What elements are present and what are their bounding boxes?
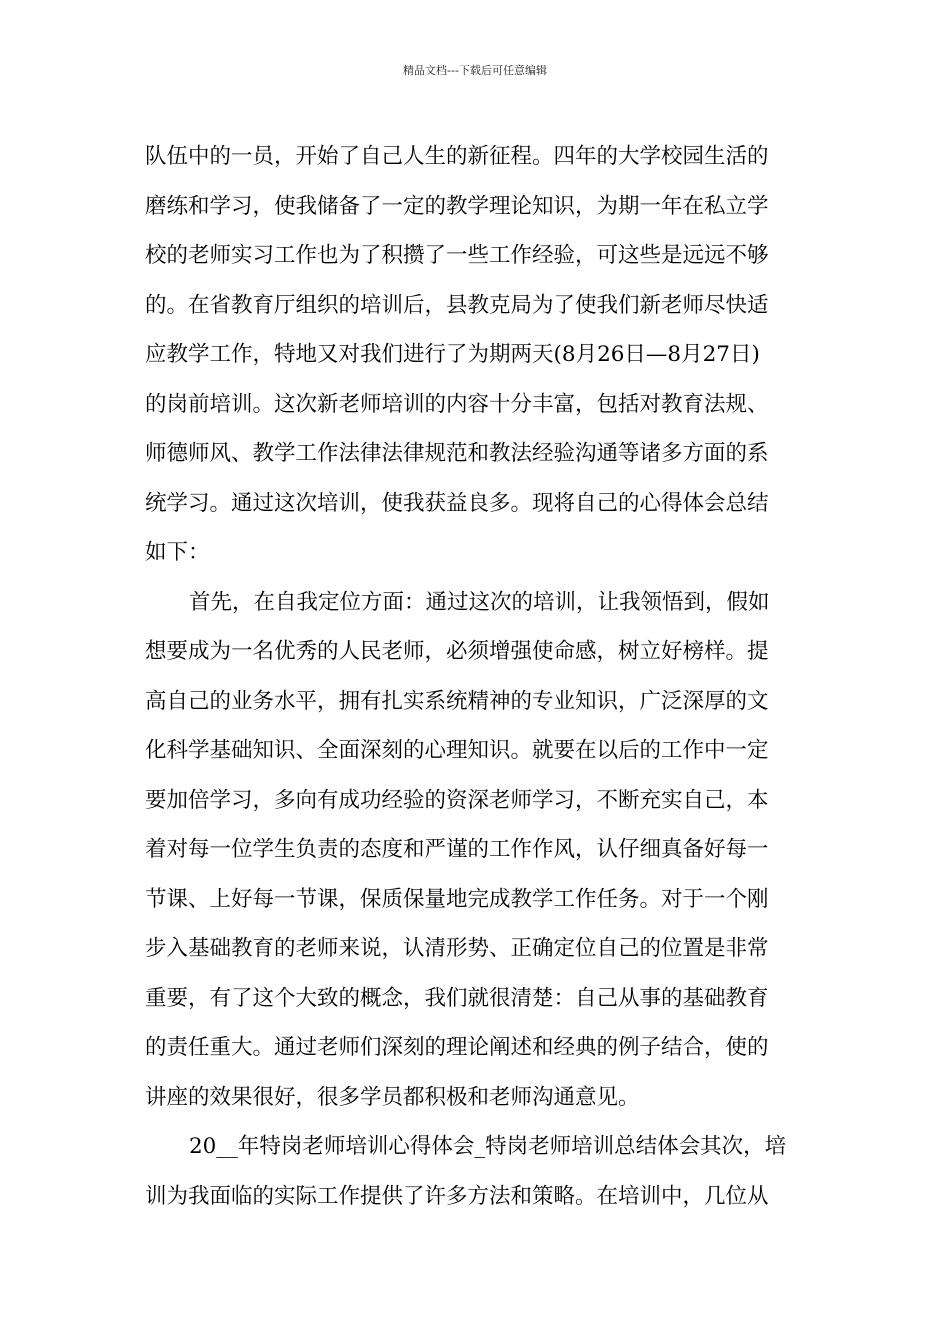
text-line: 训为我面临的实际工作提供了许多方法和策略。在培训中，几位从 — [145, 1183, 769, 1209]
text-line: 化科学基础知识、全面深刻的心理知识。就要在以后的工作中一定 — [145, 738, 769, 763]
text-line: 的责任重大。通过老师们深刻的理论阐述和经典的例子结合，使的 — [145, 1035, 769, 1060]
text-line: 20__年特岗老师培训心得体会_特岗老师培训总结体会其次，培 — [189, 1134, 787, 1159]
text-line: 统学习。通过这次培训，使我获益良多。现将自己的心得体会总结 — [145, 490, 769, 516]
text-line: 要加倍学习，多向有成功经验的资深老师学习，不断充实自己，本 — [145, 787, 769, 813]
paragraph-2 — [145, 578, 805, 1123]
text-line: 师德师风、教学工作法律法律规范和教法经验沟通等诸多方面的系 — [145, 441, 769, 466]
text-line: 应教学工作，特地又对我们进行了为期两天(8月26日—8月27日) — [145, 342, 760, 367]
text-line: 重要，有了这个大致的概念，我们就很清楚：自己从事的基础教育 — [145, 985, 769, 1011]
text-line: 的岗前培训。这次新老师培训的内容十分丰富，包括对教育法规、 — [145, 391, 769, 417]
text-line: 步入基础教育的老师来说，认清形势、正确定位自己的位置是非常 — [145, 936, 769, 961]
paragraph-3 — [145, 1122, 805, 1221]
text-line: 着对每一位学生负责的态度和严谨的工作作风，认仔细真备好每一 — [145, 837, 769, 862]
text-line: 校的老师实习工作也为了积攒了一些工作经验，可这些是远远不够 — [145, 243, 769, 268]
document-body — [145, 132, 805, 1221]
text-line: 磨练和学习，使我储备了一定的教学理论知识，为期一年在私立学 — [145, 193, 769, 219]
text-line: 首先，在自我定位方面：通过这次的培训，让我领悟到，假如 — [189, 589, 770, 615]
text-line: 的。在省教育厅组织的培训后，县教克局为了使我们新老师尽快适 — [145, 292, 769, 318]
text-line: 想要成为一名优秀的人民老师，必须增强使命感，树立好榜样。提 — [145, 639, 769, 664]
page-header: 精品文档---下载后可任意编辑 — [403, 64, 547, 77]
text-line: 高自己的业务水平，拥有扎实系统精神的专业知识，广泛深厚的文 — [145, 688, 769, 714]
text-line: 讲座的效果很好，很多学员都积极和老师沟通意见。 — [145, 1084, 640, 1110]
text-line: 如下： — [145, 540, 210, 565]
text-line: 节课、上好每一节课，保质保量地完成教学工作任务。对于一个刚 — [145, 886, 769, 912]
paragraph-1 — [145, 132, 805, 578]
text-line: 队伍中的一员，开始了自己人生的新征程。四年的大学校园生活的 — [145, 144, 769, 169]
